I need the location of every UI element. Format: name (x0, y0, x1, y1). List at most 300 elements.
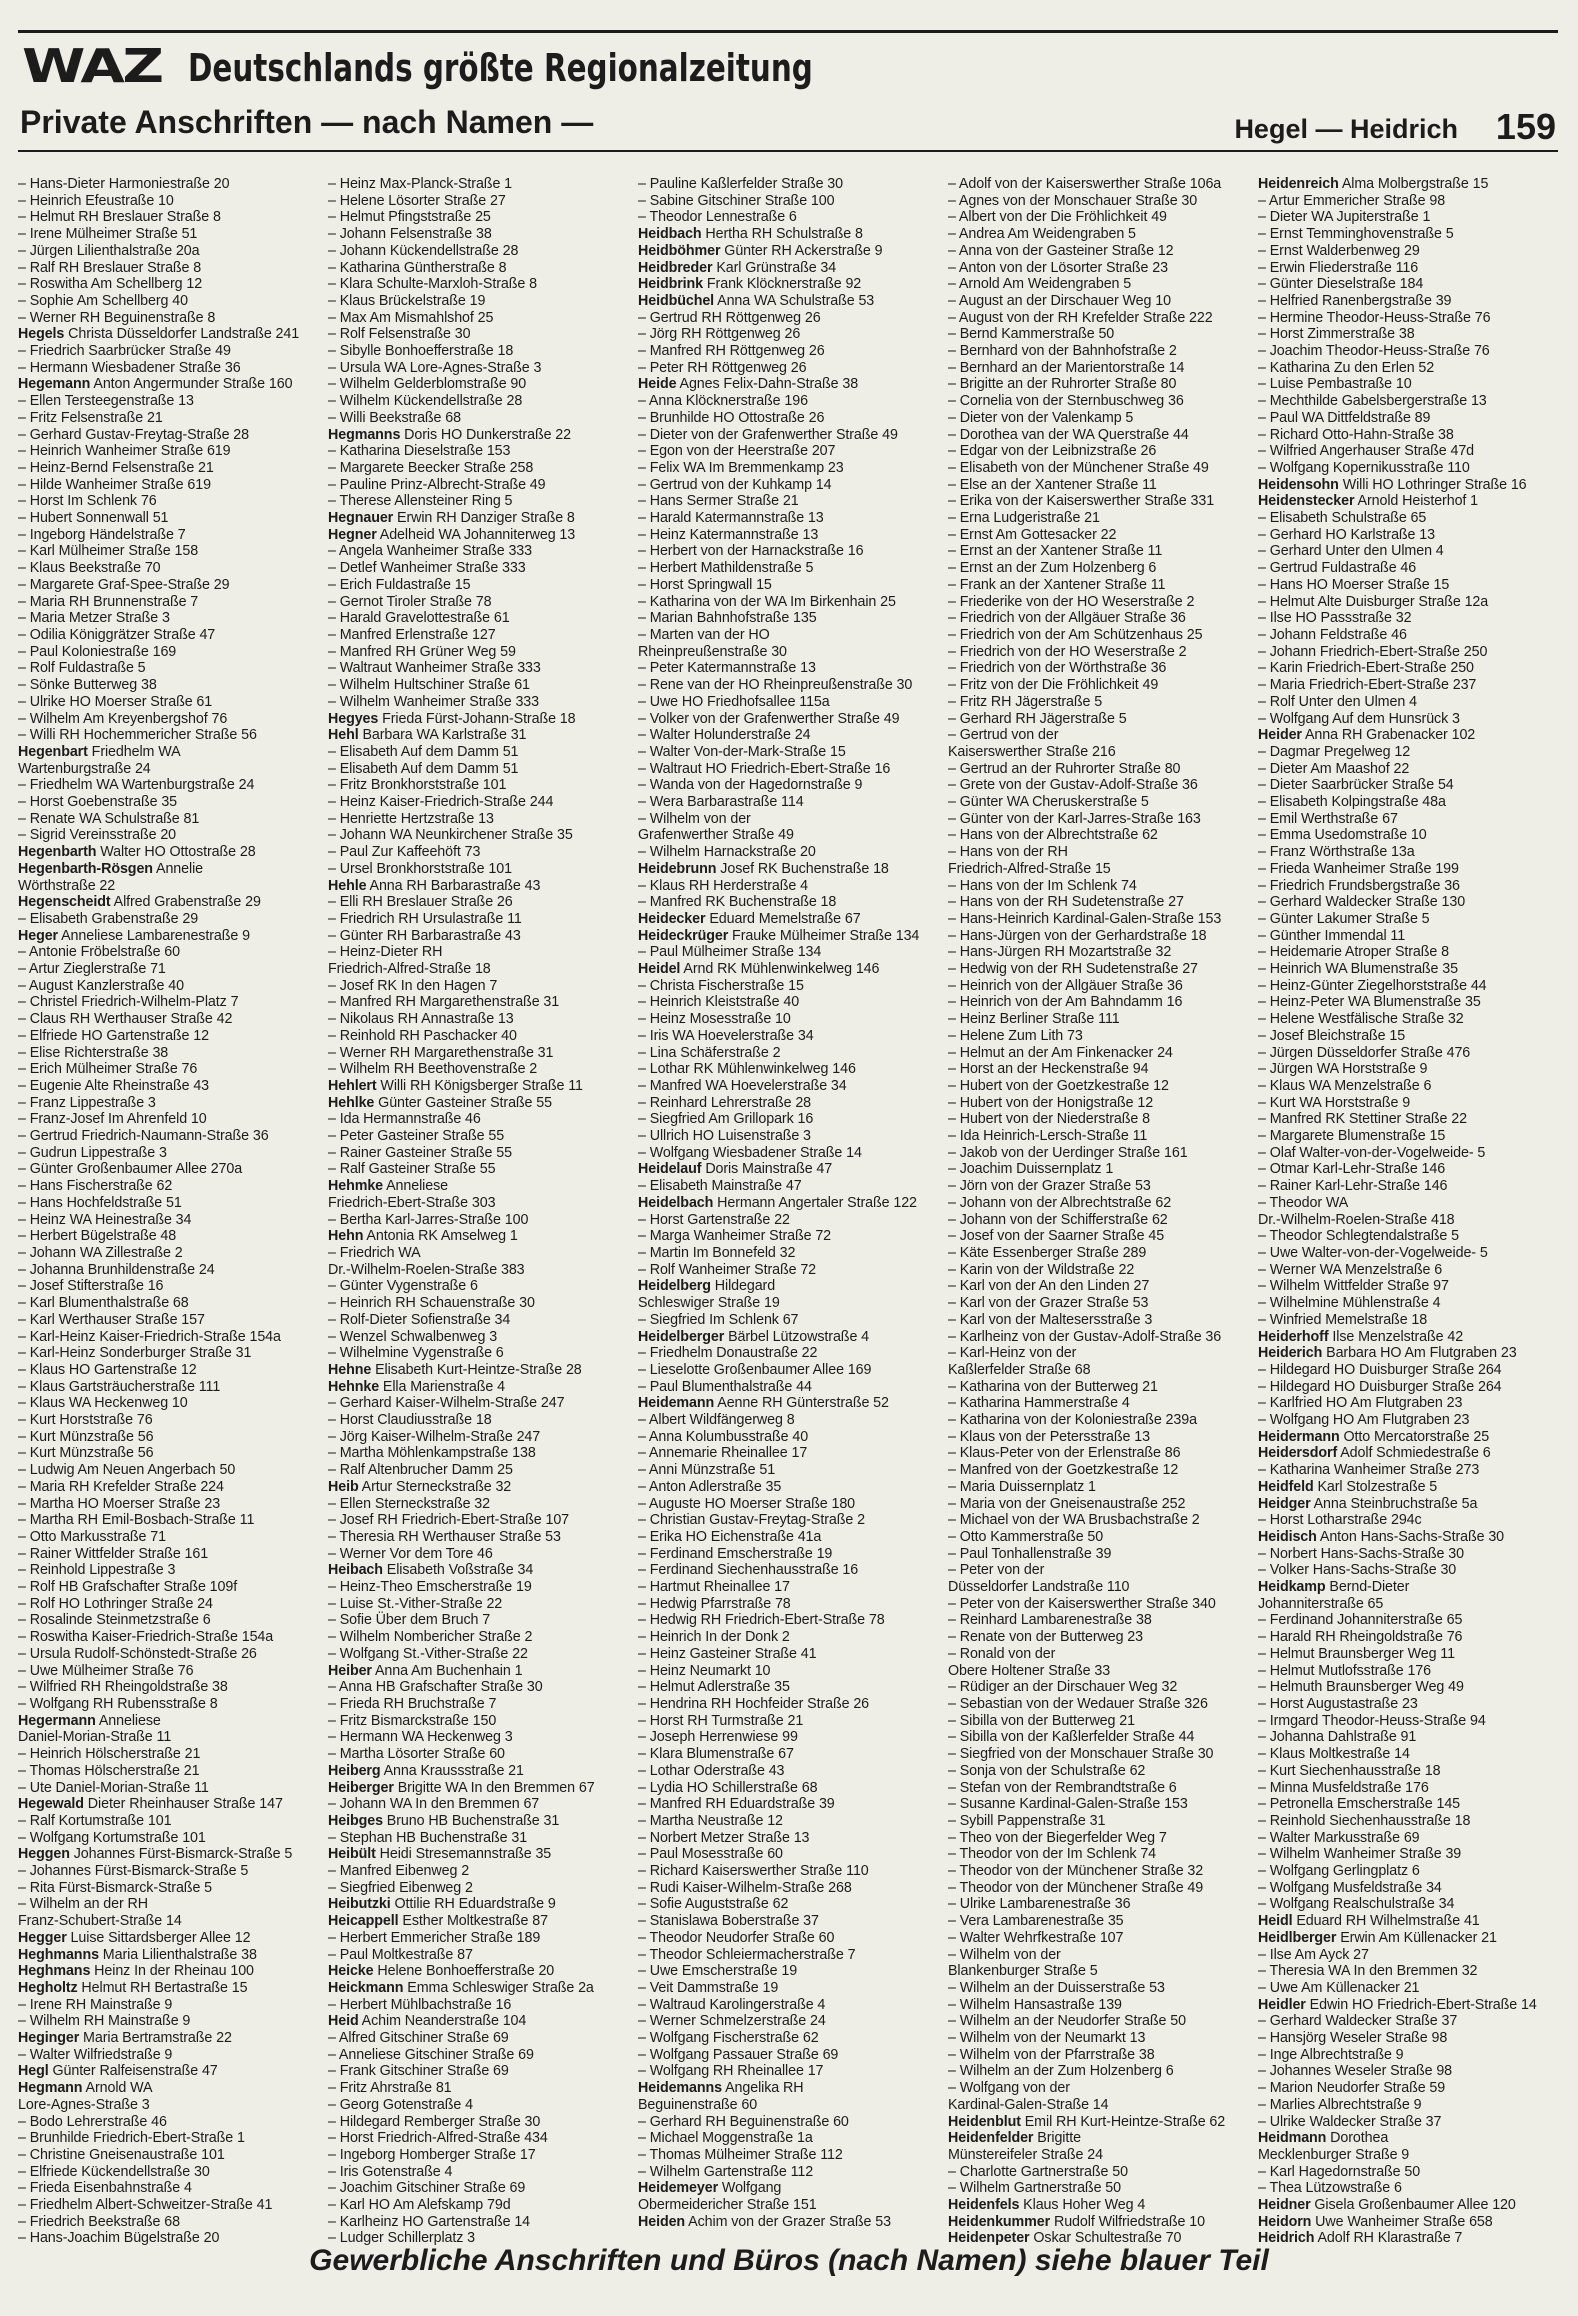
entry-details: – Rosalinde Steinmetzstraße 6 (18, 1612, 211, 1629)
listing-entry (1258, 1763, 1568, 1780)
listing-entry (18, 1312, 328, 1329)
listing-entry (948, 1228, 1258, 1245)
masthead-tagline: Deutschlands größte Regionalzeitung (188, 46, 813, 90)
surname: Heider (1258, 727, 1302, 744)
entry-details: – Harald Katermannstraße 13 (638, 510, 824, 527)
listing-entry (948, 510, 1258, 527)
entry-details: Obere Holtener Straße 33 (948, 1662, 1111, 1679)
listing-entry (1258, 1596, 1568, 1613)
listing-entry (948, 1395, 1258, 1412)
entry-details: – Ullrich HO Luisenstraße 3 (638, 1128, 811, 1145)
listing-entry (18, 2180, 328, 2197)
entry-details: Johannes Fürst-Bismarck-Straße 5 (69, 1846, 293, 1863)
entry-details: Helmut RH Bertastraße 15 (77, 1979, 248, 1996)
listing-entry (18, 961, 328, 978)
listing-entry (948, 660, 1258, 677)
entry-details: – Waltraud Karolingerstraße 4 (638, 1996, 826, 2013)
listing-entry (18, 260, 328, 277)
listing-entry (328, 510, 638, 527)
entry-details: – Thea Lützowstraße 6 (1258, 2180, 1402, 2197)
listing-entry (638, 1512, 948, 1529)
entry-details: – Anton von der Lösorter Straße 23 (948, 259, 1168, 276)
listing-entry (18, 1713, 328, 1730)
entry-details: – Sigrid Vereinsstraße 20 (18, 827, 177, 844)
entry-details: – Andrea Am Weidengraben 5 (948, 226, 1136, 243)
entry-details: – Hildegard HO Duisburger Straße 264 (1258, 1378, 1502, 1395)
entry-details: – Johannes Fürst-Bismarck-Straße 5 (18, 1863, 249, 1880)
listing-entry (328, 744, 638, 761)
surname: Hehmke (328, 1178, 384, 1195)
entry-details: – Hans HO Moerser Straße 15 (1258, 576, 1450, 593)
listing-entry (948, 1729, 1258, 1746)
listing-entry (638, 627, 948, 644)
entry-details: – Heinz Gasteiner Straße 41 (638, 1645, 817, 1662)
listing-entry (638, 1228, 948, 1245)
entry-details: Kardinal-Galen-Straße 14 (948, 2096, 1109, 2113)
entry-details: – Karl-Heinz von der (948, 1345, 1077, 1362)
listing-entry (638, 777, 948, 794)
surname: Hehl (328, 727, 359, 744)
entry-details: – Michael Moggenstraße 1a (638, 2130, 813, 2147)
entry-details: – Hermann WA Heckenweg 3 (328, 1729, 513, 1746)
listing-entry (638, 510, 948, 527)
listing-entry (948, 1379, 1258, 1396)
surname: Heibach (328, 1562, 383, 1579)
listing-entry (1258, 861, 1568, 878)
listing-entry (948, 1863, 1258, 1880)
entry-details: – Sofie Auguststraße 62 (638, 1896, 789, 1913)
surname: Heidger (1258, 1495, 1311, 1512)
listing-entry (18, 1345, 328, 1362)
listing-entry (18, 1646, 328, 1663)
listing-entry (948, 1846, 1258, 1863)
listing-entry (948, 1930, 1258, 1947)
listing-entry (638, 560, 948, 577)
entry-details: – Klaus Gartsträucherstraße 111 (18, 1378, 221, 1395)
surname: Heggen (18, 1846, 70, 1863)
listing-entry (1258, 1345, 1568, 1362)
listing-entry (18, 1780, 328, 1797)
entry-details: – Irene RH Mainstraße 9 (18, 1996, 173, 2013)
listing-entry (328, 427, 638, 444)
entry-details: – Friedrich von der Wörthstraße 36 (948, 660, 1167, 677)
listing-entry (328, 2130, 638, 2147)
entry-details: – Veit Dammstraße 19 (638, 1979, 779, 1996)
listing-entry (328, 410, 638, 427)
listing-entry (948, 2080, 1258, 2097)
entry-details: – Theodor von der Münchener Straße 32 (948, 1863, 1204, 1880)
entry-details: – Siegfried Im Schlenk 67 (638, 1311, 799, 1328)
surname: Heidorn (1258, 2213, 1312, 2230)
listing-entry (18, 1395, 328, 1412)
entry-details: – Helmut Pfingststraße 25 (328, 209, 491, 226)
entry-details: – Martha RH Emil-Bosbach-Straße 11 (18, 1512, 255, 1529)
surname: Heidelbach (638, 1194, 714, 1211)
listing-entry (18, 1362, 328, 1379)
entry-details: – Elli RH Breslauer Straße 26 (328, 894, 513, 911)
listing-entry (638, 1128, 948, 1145)
column-3 (638, 176, 948, 2228)
entry-details: – Dieter Saarbrücker Straße 54 (1258, 777, 1454, 794)
entry-details: Dorothea (1326, 2130, 1389, 2147)
entry-details: Willi HO Lothringer Straße 16 (1338, 476, 1527, 493)
listing-entry (1258, 1128, 1568, 1145)
listing-entry (1258, 2180, 1568, 2197)
entry-details: Karl Grünstraße 34 (712, 259, 837, 276)
entry-details: – Karin von der Wildstraße 22 (948, 1261, 1135, 1278)
listing-entry (1258, 343, 1568, 360)
listing-entry (328, 1345, 638, 1362)
entry-details: – Hans-Jürgen RH Mozartstraße 32 (948, 944, 1172, 961)
entry-details: – Martha Möhlenkampstraße 138 (328, 1445, 536, 1462)
entry-details: – Johann WA Neunkirchener Straße 35 (328, 827, 573, 844)
entry-details: – Hartmut Rheinallee 17 (638, 1579, 790, 1596)
listing-entry (18, 2030, 328, 2047)
listing-entry (328, 293, 638, 310)
listing-entry (328, 878, 638, 895)
entry-details: – Friederike von der HO Weserstraße 2 (948, 593, 1195, 610)
entry-details: – Friedrich Frundsbergstraße 36 (1258, 877, 1460, 894)
listing-entry (18, 176, 328, 193)
entry-details: – Maria Metzer Straße 3 (18, 610, 170, 627)
listing-entry (18, 343, 328, 360)
entry-details: Achim von der Grazer Straße 53 (685, 2213, 891, 2230)
entry-details: – Agnes von der Monschauer Straße 30 (948, 192, 1198, 209)
entry-details: – Hildegard HO Duisburger Straße 264 (1258, 1361, 1502, 1378)
entry-details: Anneliese Lambarenestraße 9 (58, 927, 250, 944)
entry-details: – Anna Klöcknerstraße 196 (638, 393, 808, 410)
entry-details: – Margarete Beecker Straße 258 (328, 459, 534, 476)
entry-details: – Elfriede HO Gartenstraße 12 (18, 1027, 209, 1044)
entry-details: – Marian Bahnhofstraße 135 (638, 610, 817, 627)
entry-details: Günter Gasteiner Straße 55 (374, 1094, 552, 1111)
entry-details: – Waltraut HO Friedrich-Ebert-Straße 16 (638, 760, 891, 777)
listing-entry (328, 2030, 638, 2047)
surname: Heidenpeter (948, 2230, 1030, 2247)
listing-entry (328, 978, 638, 995)
entry-details: – Jürgen Düsseldorfer Straße 476 (1258, 1044, 1471, 1061)
listing-entry (948, 543, 1258, 560)
listing-entry (1258, 1161, 1568, 1178)
listing-entry (328, 610, 638, 627)
entry-details: – Katharina von der WA Im Birkenhain 25 (638, 593, 896, 610)
entry-details: – Henriette Hertzstraße 13 (328, 810, 494, 827)
listing-entry (948, 1245, 1258, 1262)
entry-details: – Ferdinand Siechenhausstraße 16 (638, 1562, 859, 1579)
listing-entry (638, 493, 948, 510)
entry-details: – Elfriede Kückendellstraße 30 (18, 2163, 210, 2180)
entry-details: – Erika HO Eichenstraße 41a (638, 1528, 822, 1545)
entry-details: Anneliese (95, 1712, 161, 1729)
listing-entry (328, 527, 638, 544)
listing-entry (638, 1913, 948, 1930)
listing-entry (638, 1746, 948, 1763)
listing-entry (18, 1078, 328, 1095)
listing-entry (328, 1212, 638, 1229)
entry-details: – Johanna Brunhildenstraße 24 (18, 1261, 215, 1278)
entry-details: – Anna HB Grafschafter Straße 30 (328, 1679, 543, 1696)
entry-details: Wartenburgstraße 24 (18, 760, 151, 777)
listing-entry (18, 1529, 328, 1546)
entry-details: – Auguste HO Moerser Straße 180 (638, 1495, 856, 1512)
entry-details: Anna WA Schulstraße 53 (714, 292, 875, 309)
listing-entry (948, 1195, 1258, 1212)
entry-details: – Paul Mosesstraße 60 (638, 1846, 783, 1863)
listing-entry (18, 1930, 328, 1947)
listing-entry (1258, 2080, 1568, 2097)
listing-entry (18, 2080, 328, 2097)
entry-details: – Gernot Tiroler Straße 78 (328, 593, 492, 610)
listing-entry (328, 1596, 638, 1613)
entry-details: – Wilhelm Kückendellstraße 28 (328, 393, 523, 410)
entry-details: – Heinz Mosesstraße 10 (638, 1011, 791, 1028)
entry-details: – Ferdinand Johanniterstraße 65 (1258, 1612, 1463, 1629)
listing-entry (948, 1496, 1258, 1513)
entry-details: Adolf RH Klarastraße 7 (1314, 2230, 1463, 2247)
entry-details: – Inge Albrechtstraße 9 (1258, 2046, 1404, 2063)
entry-details: – Karlheinz von der Gustav-Adolf-Straße 36 (948, 1328, 1222, 1345)
listing-entry (1258, 1612, 1568, 1629)
listing-entry (638, 1295, 948, 1312)
listing-entry (18, 2164, 328, 2181)
entry-details: – Joseph Herrenwiese 99 (638, 1729, 798, 1746)
listing-entry (18, 1429, 328, 1446)
entry-details: – Katharina Dieselstraße 153 (328, 443, 511, 460)
entry-details: – Paul Mülheimer Straße 134 (638, 944, 822, 961)
listing-entry (328, 1796, 638, 1813)
entry-details: – Ronald von der (948, 1645, 1056, 1662)
listing-entry (638, 1362, 948, 1379)
entry-details: Esther Moltkestraße 87 (398, 1913, 548, 1930)
entry-details: – Walter Wilfriedstraße 9 (18, 2046, 173, 2063)
listing-entry (328, 1713, 638, 1730)
listing-entry (1258, 744, 1568, 761)
listing-entry (18, 1746, 328, 1763)
entry-details: – Karl HO Am Alefskamp 79d (328, 2197, 511, 2214)
listing-entry (1258, 1579, 1568, 1596)
entry-details: – Helmut an der Am Finkenacker 24 (948, 1044, 1173, 1061)
entry-details: – Friedrich WA (328, 1245, 421, 1261)
entry-details: – Maria RH Krefelder Straße 224 (18, 1478, 224, 1495)
entry-details: – Theodor Schleiermacherstraße 7 (638, 1946, 856, 1963)
listing-entry (328, 1880, 638, 1897)
entry-details: – Helfried Ranenbergstraße 39 (1258, 292, 1452, 309)
entry-details: – Claus RH Werthauser Straße 42 (18, 1011, 233, 1028)
listing-entry (638, 193, 948, 210)
entry-details: – Karl-Heinz Sonderburger Straße 31 (18, 1345, 252, 1362)
listing-entry (1258, 460, 1568, 477)
listing-entry (18, 410, 328, 427)
entry-details: – Walter Holunderstraße 24 (638, 727, 811, 744)
listing-entry (18, 1596, 328, 1613)
listing-entry (1258, 911, 1568, 928)
entry-details: – Elisabeth von der Münchener Straße 49 (948, 459, 1209, 476)
entry-details: – Ingeborg Homberger Straße 17 (328, 2146, 536, 2163)
listing-entry (948, 493, 1258, 510)
entry-details: – Therese Allensteiner Ring 5 (328, 493, 513, 510)
listing-entry (638, 1763, 948, 1780)
entry-details: – Heinrich Efeustraße 10 (18, 192, 174, 209)
listing-entry (1258, 2063, 1568, 2080)
entry-details: – Wera Barbarastraße 114 (638, 794, 804, 811)
entry-details: – Margarete Blumenstraße 15 (1258, 1128, 1446, 1145)
entry-details: – Maria von der Gneisenaustraße 252 (948, 1495, 1186, 1512)
listing-entry (328, 209, 638, 226)
listing-entry (328, 477, 638, 494)
listing-entry (18, 744, 328, 761)
entry-details: – Marten van der HO (638, 626, 770, 643)
entry-details: Ottilie RH Eduardstraße 9 (390, 1896, 556, 1913)
listing-entry (638, 1345, 948, 1362)
listing-entry (1258, 376, 1568, 393)
entry-details: – Gertrud an der Ruhrorter Straße 80 (948, 760, 1181, 777)
entry-details: Brigitte (1033, 2130, 1081, 2147)
entry-details: – Heinrich von der Allgäuer Straße 36 (948, 977, 1183, 994)
listing-entry (328, 711, 638, 728)
entry-details: – Wilhelm Wanheimer Straße 39 (1258, 1846, 1462, 1863)
entry-details: – Uwe HO Friedhofsallee 115a (638, 693, 830, 710)
listing-entry (18, 594, 328, 611)
entry-details: Adelheid WA Johanniterweg 13 (376, 526, 576, 543)
listing-entry (328, 1780, 638, 1797)
listing-entry (948, 410, 1258, 427)
listing-entry (18, 861, 328, 878)
entry-details: Klaus Hoher Weg 4 (1019, 2197, 1146, 2214)
entry-details: – Wolfgang Auf dem Hunsrück 3 (1258, 710, 1460, 727)
listing-entry (328, 2063, 638, 2080)
surname: Hegner (328, 526, 377, 543)
entry-details: – Annemarie Rheinallee 17 (638, 1445, 808, 1462)
entry-details: Bärbel Lützowstraße 4 (724, 1328, 870, 1345)
entry-details: – Elisabeth Grabenstraße 29 (18, 910, 199, 927)
surname: Heidler (1258, 1996, 1306, 2013)
entry-details: – Helmut Alte Duisburger Straße 12a (1258, 593, 1489, 610)
surname: Heidelberg (638, 1278, 711, 1295)
listing-entry (328, 1729, 638, 1746)
listing-entry (638, 1896, 948, 1913)
listing-entry (638, 1028, 948, 1045)
surname: Hegemann (18, 376, 91, 393)
entry-details: – Friedhelm WA Wartenburgstraße 24 (18, 777, 255, 794)
entry-details: – Wolfgang Gerlingplatz 6 (1258, 1863, 1420, 1880)
listing-entry (948, 994, 1258, 1011)
entry-details: Frank Klöcknerstraße 92 (703, 276, 862, 293)
listing-entry (18, 226, 328, 243)
listing-entry (1258, 1880, 1568, 1897)
listing-entry (18, 527, 328, 544)
entry-details: – Ulrike Lambarenestraße 36 (948, 1896, 1131, 1913)
entry-details: – Paul Koloniestraße 169 (18, 643, 177, 660)
listing-entry (638, 477, 948, 494)
entry-details: – Walter Von-der-Mark-Straße 15 (638, 743, 846, 760)
surname: Heibutzki (328, 1896, 391, 1913)
entry-details: – Katharina Hammerstraße 4 (948, 1395, 1130, 1412)
listing-entry (638, 861, 948, 878)
listing-entry (638, 1813, 948, 1830)
entry-details: – Reinhold Siechenhausstraße 18 (1258, 1812, 1471, 1829)
listing-entry (1258, 2013, 1568, 2030)
entry-details: – Wanda von der Hagedornstraße 9 (638, 777, 863, 794)
entry-details: Barbara HO Am Flutgraben 23 (1322, 1345, 1517, 1362)
surname: Hehlke (328, 1094, 375, 1111)
entry-details: – Friedhelm Albert-Schweitzer-Straße 41 (18, 2197, 273, 2214)
entry-details: Ella Marienstraße 4 (379, 1378, 505, 1395)
listing-entry (328, 1045, 638, 1062)
entry-details: Erwin RH Danziger Straße 8 (393, 510, 575, 527)
listing-entry (18, 1445, 328, 1462)
entry-details: – Norbert Metzer Straße 13 (638, 1829, 810, 1846)
entry-details: – Brunhilde Friedrich-Ebert-Straße 1 (18, 2130, 245, 2147)
listing-entry (18, 2013, 328, 2030)
entry-details: – Klaus-Peter von der Erlenstraße 86 (948, 1445, 1181, 1462)
listing-entry (18, 376, 328, 393)
listing-entry (948, 594, 1258, 611)
listing-entry (1258, 1145, 1568, 1162)
entry-details: – Horst Friedrich-Alfred-Straße 434 (328, 2130, 548, 2147)
listing-entry (638, 1796, 948, 1813)
entry-details: Anna Steinbruchstraße 5a (1310, 1495, 1478, 1512)
listing-entry (1258, 894, 1568, 911)
listing-entry (18, 911, 328, 928)
listing-entry (638, 1161, 948, 1178)
listing-entry (18, 1796, 328, 1813)
listing-entry (638, 1980, 948, 1997)
listing-entry (1258, 260, 1568, 277)
listing-entry (328, 1178, 638, 1195)
entry-details: – Ida Hermannstraße 46 (328, 1111, 481, 1128)
listing-entry (18, 1462, 328, 1479)
entry-details: Emma Schleswiger Straße 2a (403, 1979, 594, 1996)
listing-entry (638, 1612, 948, 1629)
listing-entry (18, 711, 328, 728)
entry-details: Kaßlerfelder Straße 68 (948, 1361, 1091, 1378)
listing-entry (18, 1546, 328, 1563)
listing-entry (1258, 577, 1568, 594)
listing-entry (638, 2080, 948, 2097)
listing-entry (638, 594, 948, 611)
entry-details: – Karl Werthauser Straße 157 (18, 1311, 205, 1328)
listing-entry (328, 1763, 638, 1780)
page-number: 159 (1495, 106, 1556, 147)
listing-entry (328, 360, 638, 377)
listing-entry (638, 1061, 948, 1078)
listing-entry (328, 1145, 638, 1162)
entry-details: – Karl Mülheimer Straße 158 (18, 543, 199, 560)
listing-entry (18, 727, 328, 744)
listing-entry (328, 811, 638, 828)
entry-details: – Ursula Rudolf-Schönstedt-Straße 26 (18, 1645, 257, 1662)
entry-details: – Klara Schulte-Marxloh-Straße 8 (328, 276, 537, 293)
entry-details: – Marlies Albrechtstraße 9 (1258, 2096, 1422, 2113)
listing-entry (948, 209, 1258, 226)
listing-entry (948, 1947, 1258, 1964)
entry-details: – Ernst an der Zum Holzenberg 6 (948, 560, 1157, 577)
entry-details: – Johann von der Albrechtstraße 62 (948, 1194, 1172, 1211)
listing-entry (948, 343, 1258, 360)
listing-entry (18, 1245, 328, 1262)
listing-entry (948, 1963, 1258, 1980)
entry-details: – Franz Wörthstraße 13a (1258, 844, 1415, 861)
listing-entry (1258, 1111, 1568, 1128)
entry-details: Bernd-Dieter (1325, 1579, 1410, 1596)
listing-entry (638, 209, 948, 226)
entry-details: Wörthstraße 22 (18, 877, 116, 894)
surname: Heidel (638, 961, 681, 978)
listing-entry (328, 2164, 638, 2181)
entry-details: – Wilhelm an der Zum Holzenberg 6 (948, 2063, 1174, 2080)
listing-entry (638, 2013, 948, 2030)
entry-details: Friedhelm WA (87, 743, 181, 760)
